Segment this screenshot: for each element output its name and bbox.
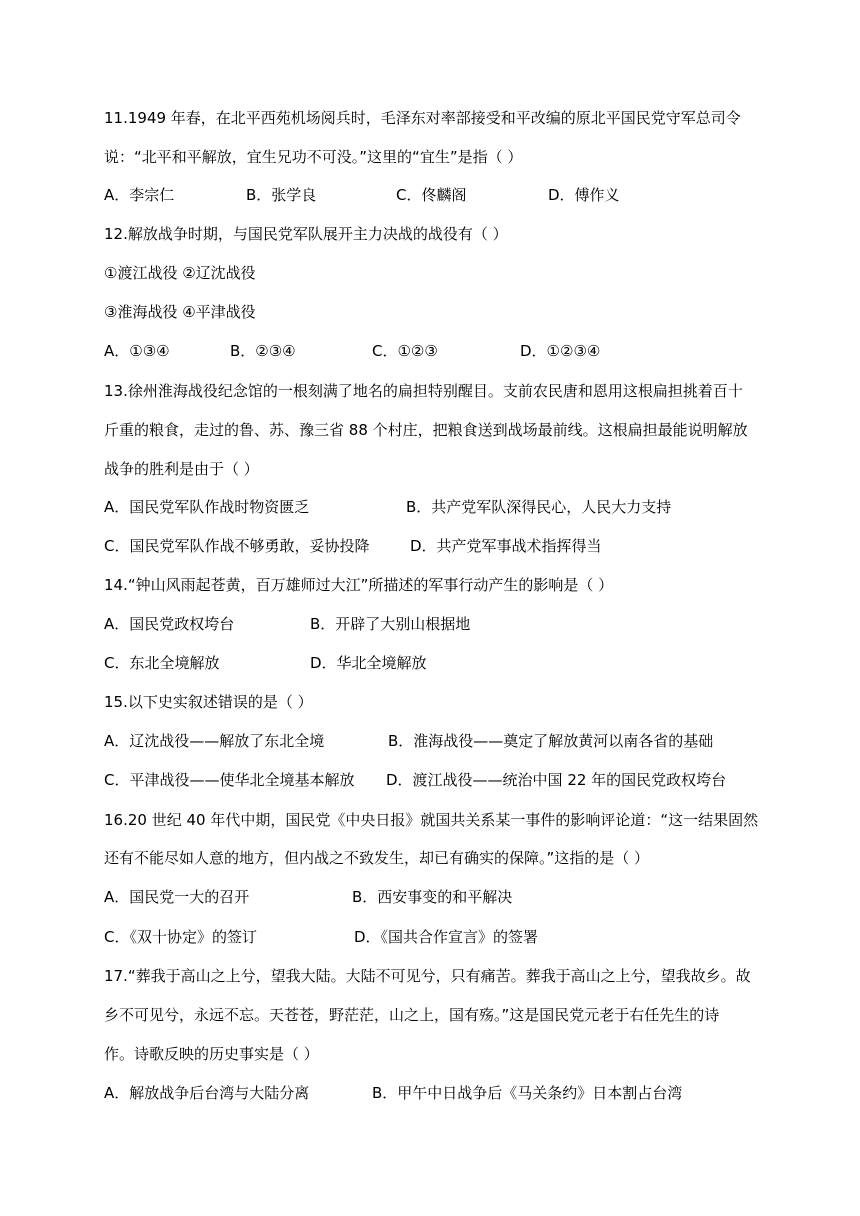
question-14-stem-line-1: 14.“钟山风雨起苍黄，百万雄师过大江”所描述的军事行动产生的影响是（ ） [104, 576, 614, 594]
option-b: B．张学良 [246, 186, 317, 204]
option-a: A．李宗仁 [104, 186, 175, 204]
question-17-stem-line-2: 乡不可见兮，永远不忘。天苍苍，野茫茫，山之上，国有殇。”这是国民党元老于右任先生的诗 [104, 1006, 720, 1024]
option-c: C．国民党军队作战不够勇敢，妥协投降 [104, 537, 370, 555]
option-c: C．平津战役——使华北全境基本解放 [104, 771, 355, 789]
question-16-stem-line-2: 还有不能尽如人意的地方，但内战之不致发生，却已有确实的保障。”这指的是（ ） [104, 849, 650, 867]
question-13-stem-line-1: 13.徐州淮海战役纪念馆的一根刻满了地名的扁担特别醒目。支前农民唐和恩用这根扁担挑着百十 [104, 382, 743, 400]
question-16-stem-line-1: 16.20 世纪 40 年代中期，国民党《中央日报》就国共关系某一事件的影响评论道：“这一结果固然 [104, 811, 759, 829]
option-d: D．渡江战役——统治中国 22 年的国民党政权垮台 [386, 771, 727, 789]
option-b: B．共产党军队深得民心，人民大力支持 [406, 498, 672, 516]
option-c: C．东北全境解放 [104, 654, 220, 672]
option-d: D．华北全境解放 [310, 654, 427, 672]
option-a: A．①③④ [104, 342, 170, 360]
option-b: B．西安事变的和平解决 [352, 888, 513, 906]
question-17-stem-line-1: 17.“葬我于高山之上兮，望我大陆。大陆不可见兮，只有痛苦。葬我于高山之上兮，望我故乡。故 [104, 967, 751, 985]
option-a: A．国民党政权垮台 [104, 615, 235, 633]
option-a: A．国民党一大的召开 [104, 888, 250, 906]
option-a: A．国民党军队作战时物资匮乏 [104, 498, 310, 516]
option-c: C．①②③ [372, 342, 438, 360]
option-b: B．甲午中日战争后《马关条约》日本割占台湾 [372, 1084, 683, 1102]
question-12-stem-line-1: 12.解放战争时期，与国民党军队展开主力决战的战役有（ ） [104, 225, 508, 243]
option-d: D．①②③④ [520, 342, 601, 360]
option-b: B．开辟了大别山根据地 [310, 615, 471, 633]
question-13-stem-line-3: 战争的胜利是由于（ ） [104, 460, 259, 478]
option-d: D．傅作义 [548, 186, 620, 204]
question-17-stem-line-3: 作。诗歌反映的历史事实是（ ） [104, 1045, 319, 1063]
question-15-stem-line-1: 15.以下史实叙述错误的是（ ） [104, 693, 313, 711]
option-a: A．辽沈战役——解放了东北全境 [104, 732, 325, 750]
option-d: D．共产党军事战术指挥得当 [410, 537, 602, 555]
option-c: C．《双十协定》的签订 [104, 928, 257, 946]
question-13-stem-line-2: 斤重的粮食，走过的鲁、苏、豫三省 88 个村庄，把粮食送到战场最前线。这根扁担最能说明解放 [104, 421, 748, 439]
option-d: D．《国共合作宣言》的签署 [354, 928, 539, 946]
option-b: B．淮海战役——奠定了解放黄河以南各省的基础 [388, 732, 714, 750]
option-a: A．解放战争后台湾与大陆分离 [104, 1084, 310, 1102]
option-c: C．佟麟阁 [396, 186, 467, 204]
question-11-stem-line-1: 11.1949 年春，在北平西苑机场阅兵时，毛泽东对率部接受和平改编的原北平国民党守军总司令 [104, 109, 741, 127]
question-12-choice-line-2: ③淮海战役 ④平津战役 [104, 303, 256, 321]
question-11-stem-line-2: 说：“北平和平解放，宜生兄功不可没。”这里的“宜生”是指（ ） [104, 148, 523, 166]
question-12-choice-line-1: ①渡江战役 ②辽沈战役 [104, 264, 256, 282]
option-b: B．②③④ [230, 342, 296, 360]
